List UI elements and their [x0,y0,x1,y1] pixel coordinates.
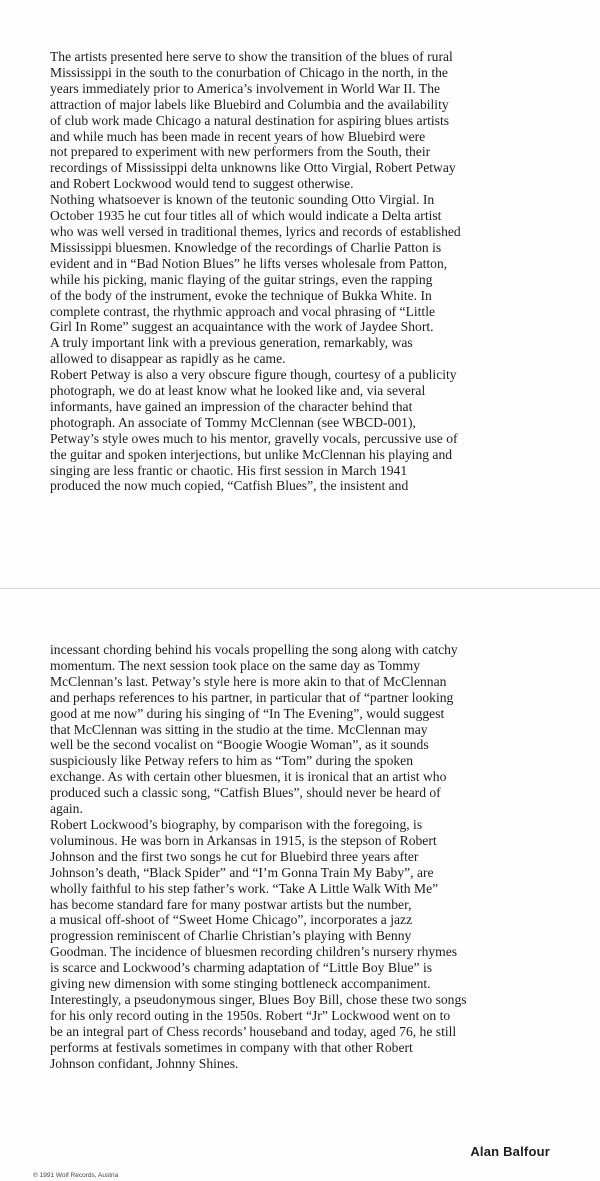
text-line: progression reminiscent of Charlie Christian’s playing with Benny [50,928,412,944]
text-line: Johnson’s death, “Black Spider” and “I’m Gonna Train My Baby”, are [50,864,434,880]
text-line: and Robert Lockwood would tend to suggest otherwise. [50,176,354,192]
text-line: performs at festivals sometimes in company with that other Robert [50,1039,413,1055]
text-line: good at me now” during his singing of “In The Evening”, would suggest [50,705,445,721]
text-line: complete contrast, the rhythmic approach and vocal phrasing of “Little [50,303,436,319]
text-line: giving new dimension with some stinging bottleneck accompaniment. [50,976,431,992]
paragraph [50,642,558,817]
text-line: is scarce and Lockwood’s charming adaptation of “Little Boy Blue” is [50,960,433,976]
text-line: the guitar and spoken interjections, but unlike McClennan his playing and [50,446,453,462]
text-line: while his picking, manic flaying of the guitar strings, even the rapping [50,271,433,287]
bottom-text-block [50,642,558,1071]
text-line: Girl In Rome” suggest an acquaintance with the work of Jaydee Short. [50,319,434,335]
text-line: wholly faithful to his step father’s work. “Take A Little Walk With Me” [50,880,439,896]
text-line: a musical off-shoot of “Sweet Home Chicago”, incorporates a jazz [50,912,413,928]
text-line: produced such a classic song, “Catfish Blues”, should never be heard of [50,785,441,801]
text-line: singing are less frantic or chaotic. His first session in March 1941 [50,462,408,478]
text-line: that McClennan was sitting in the studio at the time. McClennan may [50,721,428,737]
text-line: photograph. An associate of Tommy McClennan (see WBCD-001), [50,414,416,430]
text-line: momentum. The next session took place on the same day as Tommy [50,657,421,673]
text-line: attraction of major labels like Bluebird and Columbia and the availability [50,96,449,112]
copyright-notice: ℗ 1991 Wolf Records, Austria [33,1172,119,1179]
text-line: not prepared to experiment with new performers from the South, their [50,144,431,160]
paragraph [50,367,558,494]
text-line: Mississippi bluesmen. Knowledge of the recordings of Charlie Patton is [50,239,442,255]
text-line: recordings of Mississippi delta unknowns like Otto Virgial, Robert Petway [50,160,456,176]
text-line: has become standard fare for many postwar artists but the number, [50,896,412,912]
text-line: of club work made Chicago a natural destination for aspiring blues artists [50,112,450,128]
text-line: and perhaps references to his partner, in particular that of “partner looking [50,689,454,705]
paragraph [50,817,558,1072]
text-line: evident and in “Bad Notion Blues” he lifts verses wholesale from Patton, [50,255,448,271]
text-line: Johnson confidant, Johnny Shines. [50,1055,239,1071]
text-line: again. [50,801,83,817]
text-line: produced the now much copied, “Catfish Blues”, the insistent and [50,478,409,494]
text-line: well be the second vocalist on “Boogie Woogie Woman”, as it sounds [50,737,429,753]
text-line: voluminous. He was born in Arkansas in 1915, is the stepson of Robert [50,832,437,848]
text-line: Nothing whatsoever is known of the teutonic sounding Otto Virgial. In [50,192,435,208]
text-line: suspiciously like Petway refers to him as “Tom” during the spoken [50,753,413,769]
author-signature: Alan Balfour [470,1144,550,1159]
text-line: The artists presented here serve to show the transition of the blues of rural [50,49,453,64]
text-line: A truly important link with a previous generation, remarkably, was [50,335,413,351]
text-line: Goodman. The incidence of bluesmen recording children’s nursery rhymes [50,944,458,960]
text-line: Robert Petway is also a very obscure figure though, courtesy of a publicity [50,367,457,383]
text-line: for his only record outing in the 1950s. Robert “Jr” Lockwood went on to [50,1007,451,1023]
text-line: be an integral part of Chess records’ houseband and today, aged 76, he still [50,1023,457,1039]
text-line: years immediately prior to America’s involvement in World War II. The [50,80,441,96]
text-line: October 1935 he cut four titles all of which would indicate a Delta artist [50,208,442,224]
text-line: exchange. As with certain other bluesmen, it is ironical that an artist who [50,769,447,785]
text-line: incessant chording behind his vocals propelling the song along with catchy [50,642,458,657]
text-line: Johnson and the first two songs he cut for Bluebird three years after [50,848,419,864]
text-line: Mississippi in the south to the conurbation of Chicago in the north, in the [50,64,448,80]
top-text-block [50,49,558,494]
text-line: Petway’s style owes much to his mentor, gravelly vocals, percussive use of [50,430,458,446]
text-line: allowed to disappear as rapidly as he came. [50,351,286,367]
text-line: Robert Lockwood’s biography, by comparison with the foregoing, is [50,816,423,832]
text-line: of the body of the instrument, evoke the technique of Bukka White. In [50,287,432,303]
text-line: informants, have gained an impression of the character behind that [50,398,413,414]
text-line: McClennan’s last. Petway’s style here is more akin to that of McClennan [50,673,447,689]
paragraph [50,49,558,192]
paragraph [50,192,558,367]
text-line: Interestingly, a pseudonymous singer, Blues Boy Bill, chose these two songs [50,991,467,1007]
text-line: and while much has been made in recent years of how Bluebird were [50,128,426,144]
text-line: who was well versed in traditional themes, lyrics and records of established [50,223,461,239]
text-line: photograph, we do at least know what he looked like and, via several [50,383,426,399]
